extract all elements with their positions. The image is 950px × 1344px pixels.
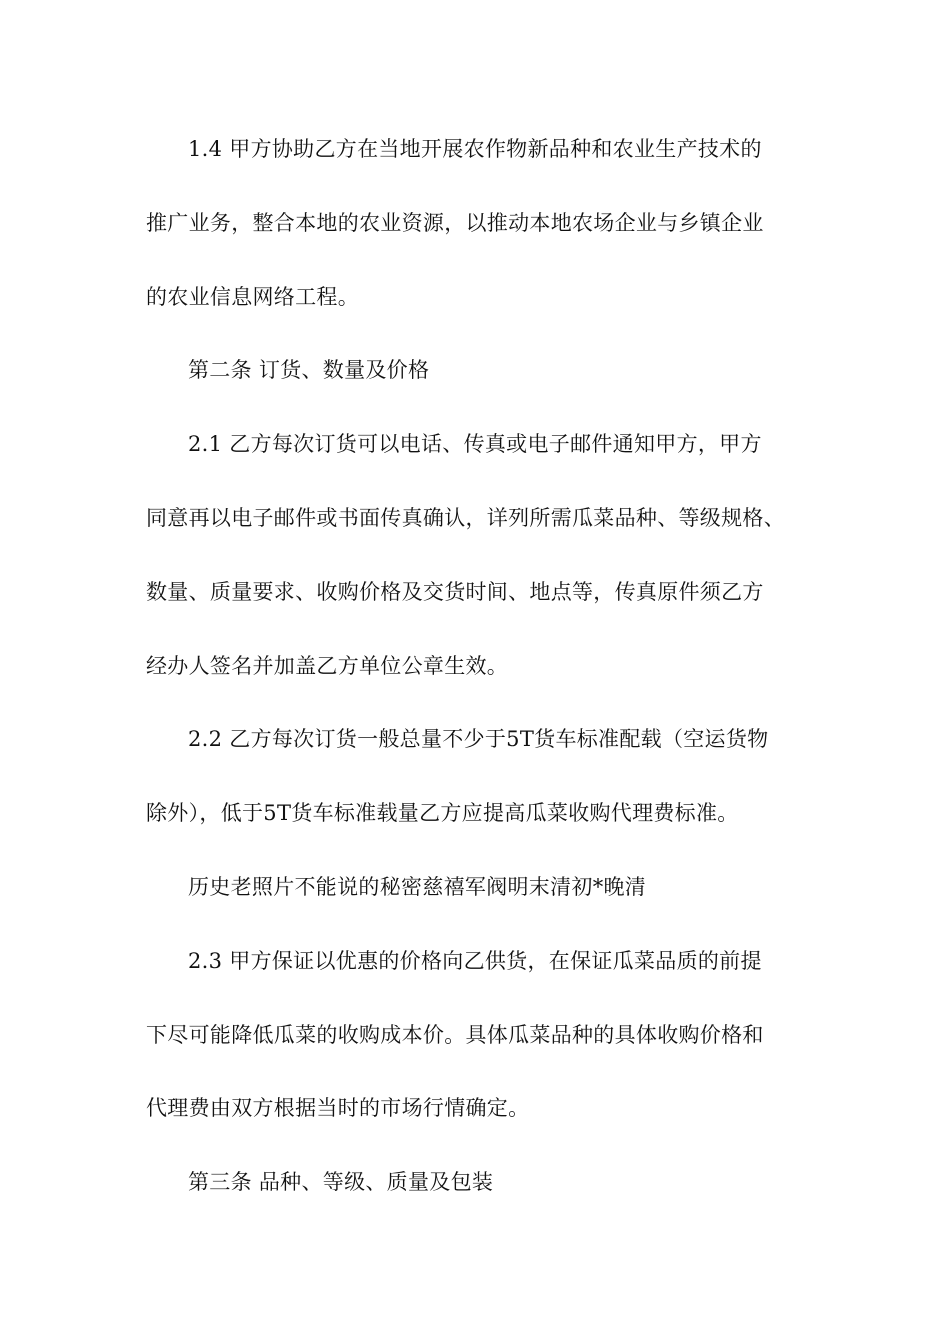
text-line: 2.3 甲方保证以优惠的价格向乙供货，在保证瓜菜品质的前提 — [188, 948, 762, 973]
text-line: 2.1 乙方每次订货可以电话、传真或电子邮件通知甲方，甲方 — [188, 432, 762, 457]
section-heading: 第三条 品种、等级、质量及包装 — [188, 1170, 494, 1195]
section-heading: 第二条 订货、数量及价格 — [188, 358, 430, 383]
text-line: 下尽可能降低瓜菜的收购成本价。具体瓜菜品种的具体收购价格和 — [146, 1022, 764, 1047]
text-line: 代理费由双方根据当时的市场行情确定。 — [146, 1096, 530, 1121]
text-line: 推广业务，整合本地的农业资源，以推动本地农场企业与乡镇企业 — [146, 210, 764, 235]
text-line: 的农业信息网络工程。 — [146, 284, 359, 309]
text-line: 数量、质量要求、收购价格及交货时间、地点等，传真原件须乙方 — [146, 579, 764, 604]
text-line: 1.4 甲方协助乙方在当地开展农作物新品种和农业生产技术的 — [188, 137, 762, 161]
text-line: 同意再以电子邮件或书面传真确认，详列所需瓜菜品种、等级规格、 — [146, 505, 785, 530]
document-body — [146, 128, 816, 1235]
text-line: 经办人签名并加盖乙方单位公章生效。 — [146, 653, 509, 678]
text-line: 除外），低于5T货车标准载量乙方应提高瓜菜收购代理费标准。 — [146, 801, 739, 826]
text-line: 2.2 乙方每次订货一般总量不少于5T货车标准配载（空运货物 — [188, 727, 769, 752]
text-line: 历史老照片不能说的秘密慈禧军阀明末清初*晚清 — [188, 874, 647, 899]
